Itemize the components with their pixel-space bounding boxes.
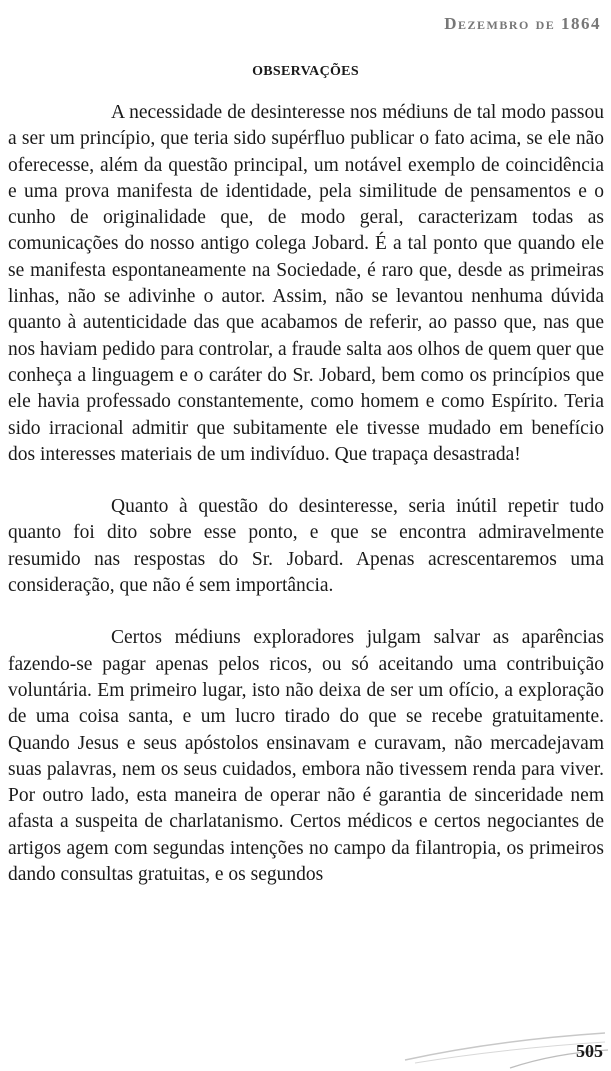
- body-text: [8, 100, 604, 888]
- page-number: 505: [576, 1041, 603, 1061]
- section-title: OBSERVAÇÕES: [252, 64, 359, 79]
- paragraph: Certos médiuns exploradores julgam salvar as aparências fazendo-se pagar apenas pelos ricos, ou só aceitando uma contribuição voluntária. Em primeiro lugar, isto não deixa de ser um ofício, a exploração de uma coisa santa, e um lucro tirado do que se recebe gratuitamente. Quando Jesus e seus apóstolos ensinavam e curavam, não mercadejavam suas palavras, nem os seus cuidados, embora não tivessem renda para viver. Por outro lado, esta maneira de operar não é garantia de sinceridade nem afasta a suspeita de charlatanismo. Certos médicos e certos negociantes de artigos agem com segundas intenções no campo da filantropia, os primeiros dando consultas gratuitas, e os segundos: [8, 627, 604, 886]
- paragraph: A necessidade de desinteresse nos médiuns de tal modo passou a ser um princípio, que teria sido supérfluo publicar o fato acima, se ele não oferecesse, além da questão principal, um notável exemplo de coincidência e uma prova manifesta de identidade, pela similitude de pensamentos e o cunho de originalidade que, de modo geral, caracterizam todas as comunicações do nosso antigo colega Jobard. É a tal ponto que quando ele se manifesta espontaneamente na Sociedade, é raro que, desde as primeiras linhas, não se adivinhe o autor. Assim, não se levantou nenhuma dúvida quanto à autenticidade das que acabamos de referir, ao passo que, nas que nos haviam pedido para controlar, a fraude salta aos olhos de quem quer que conheça a linguagem e o caráter do Sr. Jobard, bem como os princípios que ele havia professado constantemente, como homem e como Espírito. Teria sido irracional admitir que subitamente ele tivesse mudado em benefício dos interesses materiais de um indivíduo. Que trapaça desastrada!: [8, 102, 604, 465]
- running-head: Dezembro de 1864: [444, 14, 601, 33]
- paragraph: Quanto à questão do desinteresse, seria inútil repetir tudo quanto foi dito sobre esse ponto, e que se encontra admiravelmente resumido nas respostas do Sr. Jobard. Apenas acrescentaremos uma consideração, que não é sem importância.: [8, 496, 604, 597]
